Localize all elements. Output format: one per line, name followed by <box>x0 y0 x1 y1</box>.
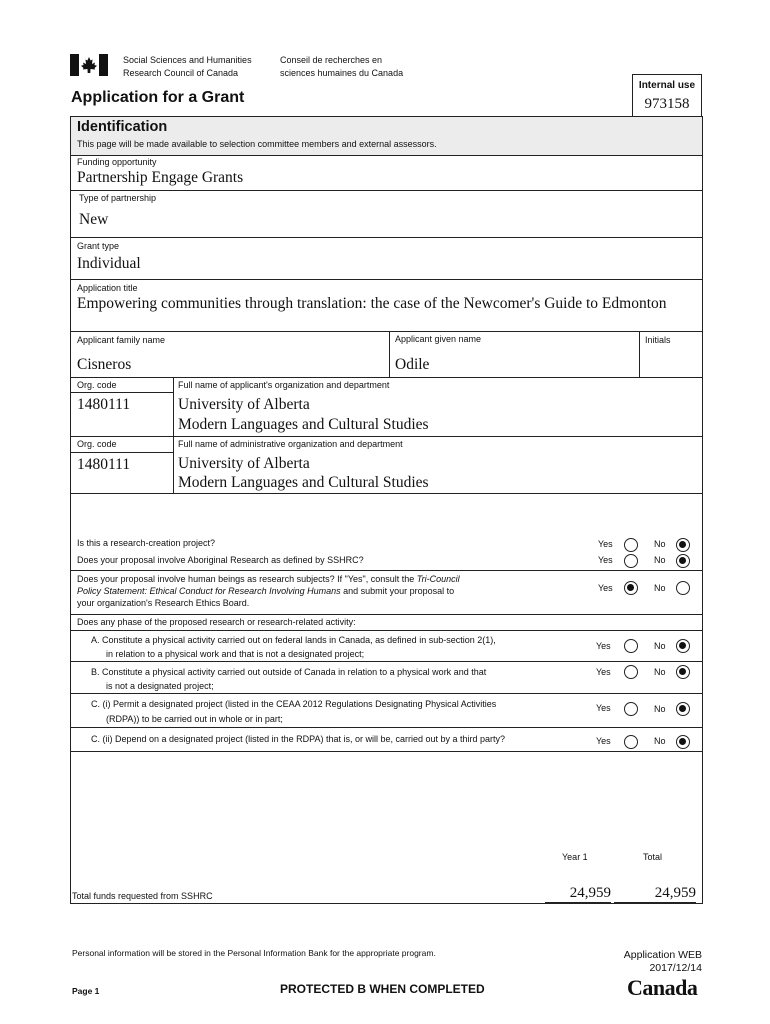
phase-c2-yes-radio[interactable] <box>624 735 638 749</box>
internal-use-label: Internal use <box>638 80 696 91</box>
family-name-value: Cisneros <box>77 356 132 373</box>
initials-label: Initials <box>645 335 671 345</box>
phase-c1-question <box>91 697 496 727</box>
applicant-org-name-line1: University of Alberta <box>178 396 310 413</box>
grant-type-value: Individual <box>77 255 141 272</box>
human-subjects-no-radio[interactable] <box>676 581 690 595</box>
internal-use-box <box>632 74 702 116</box>
applicant-org-code-label: Org. code <box>77 380 117 390</box>
yes-label: Yes <box>598 583 613 593</box>
app-version: Application WEB <box>623 949 702 961</box>
phase-b-question <box>91 665 486 693</box>
agency-en-line1: Social Sciences and Humanities <box>123 55 252 65</box>
partnership-type-value: New <box>79 211 109 228</box>
human-subjects-yes-radio[interactable] <box>624 581 638 595</box>
agency-fr-line1: Conseil de recherches en <box>280 55 383 65</box>
internal-use-number: 973158 <box>644 96 690 112</box>
no-label: No <box>654 736 666 746</box>
aboriginal-no-radio[interactable] <box>676 554 690 568</box>
privacy-notice: Personal information will be stored in the Personal Information Bank for the appropriate program. <box>72 948 436 958</box>
phase-c1-yes-radio[interactable] <box>624 702 638 716</box>
page-number: Page 1 <box>72 986 100 996</box>
no-label: No <box>654 667 666 677</box>
canada-wordmark: Canada <box>627 975 698 1000</box>
no-label: No <box>654 704 666 714</box>
research-creation-yes-radio[interactable] <box>624 538 638 552</box>
given-name-label: Applicant given name <box>395 334 482 344</box>
no-label: No <box>654 641 666 651</box>
research-creation-question: Is this a research-creation project? <box>77 538 216 548</box>
application-title-value: Empowering communities through translation: the case of the Newcomer's Guide to Edmonton <box>77 295 667 312</box>
app-date: 2017/12/14 <box>649 962 702 974</box>
no-label: No <box>654 555 666 565</box>
phase-c1-line1: C. (i) Permit a designated project (listed in the CEAA 2012 Regulations Designating Physical Activities <box>91 699 497 709</box>
applicant-org-name-label: Full name of applicant's organization and department <box>178 380 390 390</box>
agency-fr-line2: sciences humaines du Canada <box>280 68 404 78</box>
phase-a-question <box>91 633 496 661</box>
admin-org-name-line2: Modern Languages and Cultural Studies <box>178 474 429 491</box>
aboriginal-yes-radio[interactable] <box>624 554 638 568</box>
human-subjects-text-a: Does your proposal involve human beings as research subjects? If "Yes", consult the <box>77 574 417 584</box>
research-creation-no-radio[interactable] <box>676 538 690 552</box>
aboriginal-question: Does your proposal involve Aboriginal Research as defined by SSHRC? <box>77 555 364 565</box>
phase-c2-no-radio[interactable] <box>676 735 690 749</box>
section-title: Identification <box>77 119 168 135</box>
admin-org-code-value: 1480111 <box>77 456 131 473</box>
funding-opportunity-label: Funding opportunity <box>77 157 157 167</box>
yes-label: Yes <box>598 555 613 565</box>
agency-en-line2: Research Council of Canada <box>123 68 239 78</box>
family-name-label: Applicant family name <box>77 335 166 345</box>
year1-label: Year 1 <box>562 852 588 862</box>
yes-label: Yes <box>598 539 613 549</box>
human-subjects-question <box>77 573 597 609</box>
total-amount: 24,959 <box>614 884 696 903</box>
yes-label: Yes <box>596 667 611 677</box>
phase-a-line2: in relation to a physical work and that is not a designated project; <box>106 649 365 659</box>
phase-c1-no-radio[interactable] <box>676 702 690 716</box>
tcps-link-2: Policy Statement: Ethical Conduct for Research Involving Humans <box>77 586 341 596</box>
partnership-type-label: Type of partnership <box>79 193 157 203</box>
funding-opportunity-value: Partnership Engage Grants <box>77 169 244 186</box>
admin-org-name-label: Full name of administrative organization and department <box>178 439 403 449</box>
phase-b-yes-radio[interactable] <box>624 665 638 679</box>
applicant-org-code-value: 1480111 <box>77 396 131 413</box>
section-notice: This page will be made available to selection committee members and external assessors. <box>77 139 437 149</box>
tcps-link-1: Tri-Council <box>416 574 460 584</box>
protected-notice: PROTECTED B WHEN COMPLETED <box>280 982 485 996</box>
phase-intro: Does any phase of the proposed research or research-related activity: <box>77 617 356 627</box>
phase-c1-line2: (RDPA)) to be carried out in whole or in part; <box>106 714 283 724</box>
total-label: Total <box>643 852 663 862</box>
no-label: No <box>654 539 666 549</box>
phase-a-line1: A. Constitute a physical activity carried out on federal lands in Canada, as defined in sub-section 2(1), <box>91 635 496 645</box>
grant-type-label: Grant type <box>77 241 120 251</box>
human-subjects-text-c: your organization's Research Ethics Board. <box>77 598 250 608</box>
phase-b-line1: B. Constitute a physical activity carried out outside of Canada in relation to a physical work and that <box>91 667 487 677</box>
total-funds-label: Total funds requested from SSHRC <box>72 891 213 901</box>
form-title: Application for a Grant <box>71 89 245 106</box>
admin-org-name-line1: University of Alberta <box>178 455 310 472</box>
yes-label: Yes <box>596 641 611 651</box>
agency-name-en <box>123 54 252 80</box>
phase-b-no-radio[interactable] <box>676 665 690 679</box>
phase-b-line2: is not a designated project; <box>106 681 214 691</box>
yes-label: Yes <box>596 736 611 746</box>
applicant-org-name-line2: Modern Languages and Cultural Studies <box>178 416 429 433</box>
admin-org-code-label: Org. code <box>77 439 117 449</box>
yes-label: Yes <box>596 703 611 713</box>
phase-a-yes-radio[interactable] <box>624 639 638 653</box>
phase-a-no-radio[interactable] <box>676 639 690 653</box>
form-frame <box>70 116 703 904</box>
given-name-value: Odile <box>395 356 430 373</box>
canada-flag-logo <box>70 54 108 76</box>
agency-name-fr <box>280 54 403 80</box>
phase-c2-question: C. (ii) Depend on a designated project (listed in the RDPA) that is, or will be, carried out by a third party? <box>91 734 506 744</box>
application-title-label: Application title <box>77 283 138 293</box>
year1-amount: 24,959 <box>545 884 611 903</box>
no-label: No <box>654 583 666 593</box>
human-subjects-text-b: and submit your proposal to <box>340 586 455 596</box>
